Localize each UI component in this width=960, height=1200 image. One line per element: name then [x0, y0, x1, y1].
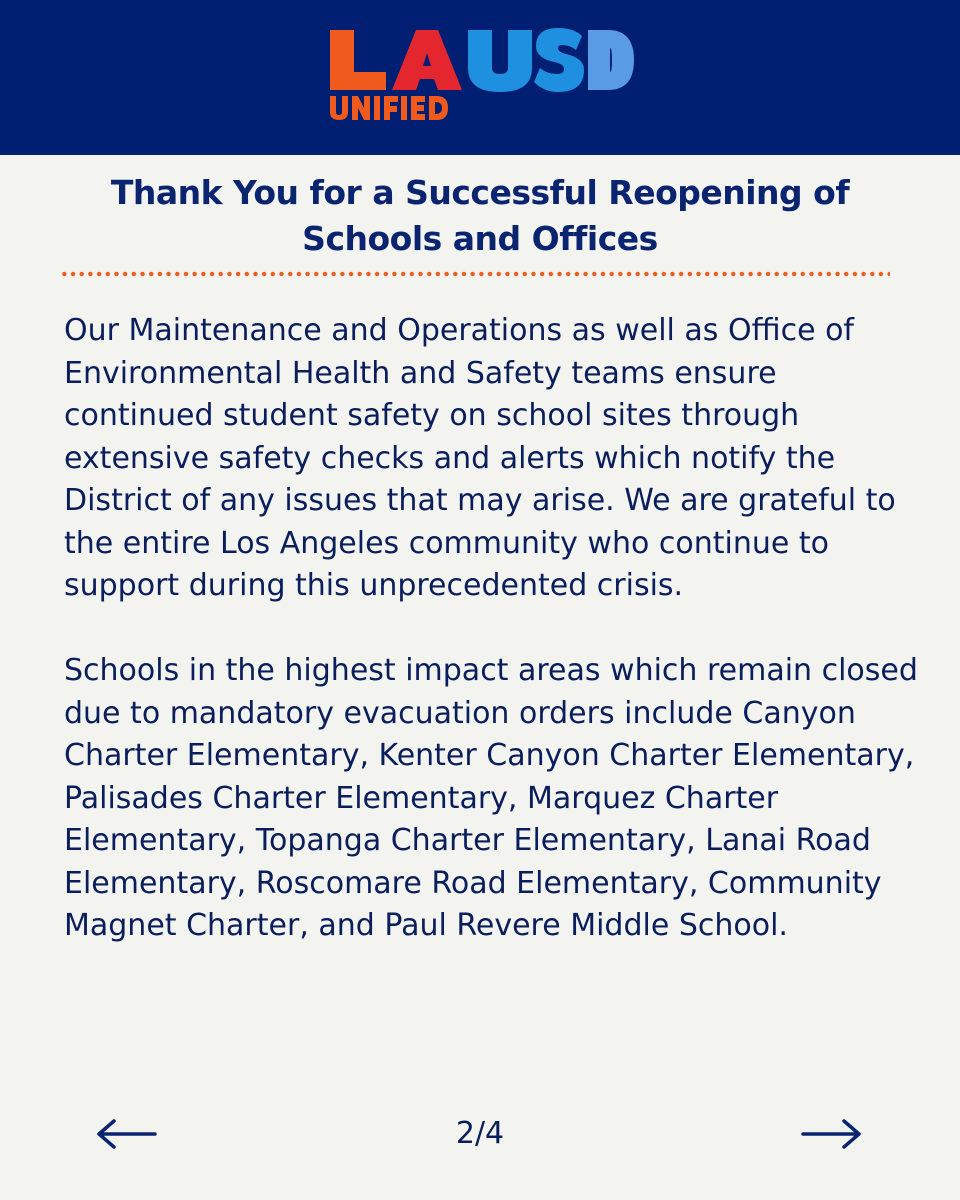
- logo-letter-l: [330, 30, 386, 90]
- header-bar: [0, 0, 960, 155]
- logo-letter-u: [468, 30, 532, 92]
- arrow-left-icon: [94, 1114, 158, 1154]
- title-line-2: Schools and Offices: [302, 219, 658, 258]
- title-line-1: Thank You for a Successful Reopening of: [110, 173, 850, 212]
- carousel-navigation: [0, 1110, 960, 1160]
- logo-letter-d: [588, 30, 634, 90]
- dotted-divider: [60, 271, 890, 277]
- previous-button[interactable]: [94, 1114, 158, 1154]
- page-counter: 2/4: [455, 1116, 505, 1151]
- next-button[interactable]: [800, 1114, 864, 1154]
- arrow-right-icon: [800, 1114, 864, 1154]
- paragraph-2: Schools in the highest impact areas which remain closed due to mandatory evacuation orders include Canyon Charter Elementary, Kenter Canyon Charter Elementary, Palisades Charter Elementary, Marquez Charter Elementary, Topanga Charter Elementary, Lanai Road Elementary, Roscomare Road Elementary, Community Magnet Charter, and Paul Revere Middle School.: [64, 653, 918, 943]
- logo-letter-s: [534, 28, 584, 92]
- logo-unified-text: [330, 96, 448, 120]
- page-title: [40, 170, 920, 262]
- lausd-logo: [328, 24, 638, 124]
- body-text: [64, 310, 924, 948]
- paragraph-1: Our Maintenance and Operations as well as Office of Environmental Health and Safety teams ensure continued student safety on school sites through extensive safety checks and alerts which notify the District of any issues that may arise. We are grateful to the entire Los Angeles community who continue to support during this unprecedented crisis.: [64, 313, 896, 603]
- logo-letter-a: [392, 30, 462, 90]
